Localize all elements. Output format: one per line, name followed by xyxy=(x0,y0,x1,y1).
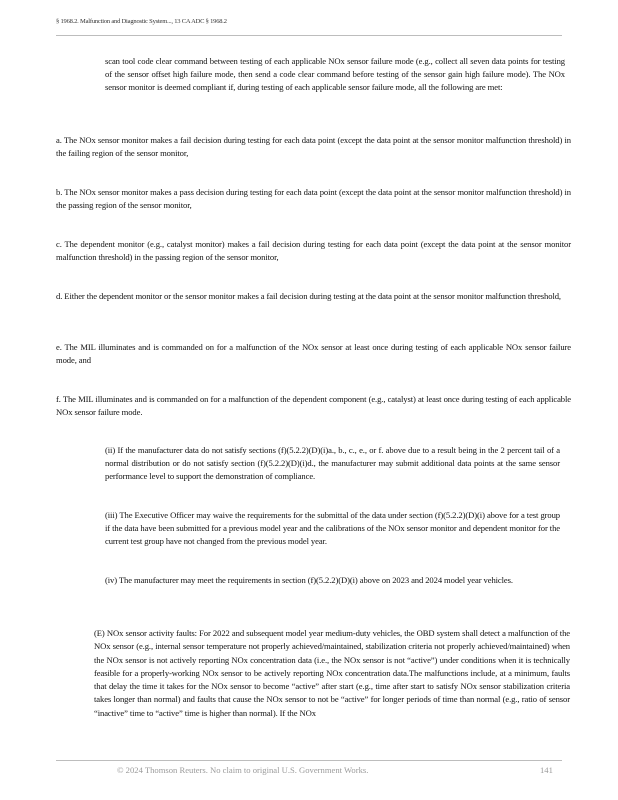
criterion-b: b. The NOx sensor monitor makes a pass decision during testing for each data point (except the data point at the sensor monitor malfunction threshold) in the passing region of the sensor monitor, xyxy=(56,187,571,210)
criterion-e: e. The MIL illuminates and is commanded on for a malfunction of the NOx sensor at least once during testing of each applicable NOx sensor failure mode, and xyxy=(56,342,571,365)
section-e-nox-activity-faults: (E) NOx sensor activity faults: For 2022 and subsequent model year medium-duty vehicles, the OBD system shall detect a malfunction of the NOx sensor (e.g., internal sensor temperature not properly achieved/maintained, stabilization criteria not properly achieved/maintained) when the NOx sensor is not actively reporting NOx concentration data (i.e., the NOx sensor is not “active”) under conditions when it is technically feasible for a properly-working NOx sensor to be actively reporting NOx concentration data.The malfunctions include, at a minimum, faults that delay the time it takes for the NOx sensor to become “active” after start (e.g., time after start to satisfy NOx sensor stabilization criteria takes longer than normal) and faults that cause the NOx sensor to not be “active” for longer periods of time than normal (e.g., ratio of sensor “inactive” time to “active” time is higher than normal). If the NOx xyxy=(94,628,570,718)
criterion-c: c. The dependent monitor (e.g., catalyst monitor) makes a fail decision during testing for each data point (except the data point at the sensor monitor malfunction threshold) in the passing region of the sensor monitor, xyxy=(56,239,571,262)
criterion-d: d. Either the dependent monitor or the sensor monitor makes a fail decision during testing at the data point at the sensor monitor malfunction threshold, xyxy=(56,291,561,301)
header-divider xyxy=(56,35,562,36)
intro-paragraph: scan tool code clear command between testing of each applicable NOx sensor failure mode (e.g., collect all seven data points for testing of the sensor offset high failure mode, then send a code clear command before testing of the sensor gain high failure mode). The NOx sensor monitor is deemed compliant if, during testing of each applicable sensor failure mode, all the following are met: xyxy=(105,56,565,92)
copyright-notice: © 2024 Thomson Reuters. No claim to original U.S. Government Works. xyxy=(117,765,369,775)
criterion-f: f. The MIL illuminates and is commanded on for a malfunction of the dependent component (e.g., catalyst) at least once during testing of each applicable NOx sensor failure mode. xyxy=(56,394,571,417)
subsection-iii: (iii) The Executive Officer may waive the requirements for the submittal of the data under section (f)(5.2.2)(D)(i) above for a test group if the data have been submitted for a previous model year and the calibrations of the NOx sensor monitor and dependent monitor for the current test group have not changed from the previous model year. xyxy=(105,510,560,546)
criterion-a: a. The NOx sensor monitor makes a fail decision during testing for each data point (except the data point at the sensor monitor malfunction threshold) in the failing region of the sensor monitor, xyxy=(56,135,571,158)
page-number: 141 xyxy=(540,765,553,775)
subsection-ii: (ii) If the manufacturer data do not satisfy sections (f)(5.2.2)(D)(i)a., b., c., e., or f. above due to a result being in the 2 percent tail of a normal distribution or do not satisfy section (f)(5.2.2)(D)(i)d., the manufacturer may submit additional data points at the same sensor performance level to support the demonstration of compliance. xyxy=(105,445,560,481)
footer-divider xyxy=(56,760,562,761)
running-header: § 1968.2. Malfunction and Diagnostic System..., 13 CA ADC § 1968.2 xyxy=(56,18,227,25)
subsection-iv: (iv) The manufacturer may meet the requirements in section (f)(5.2.2)(D)(i) above on 2023 and 2024 model year vehicles. xyxy=(105,575,513,585)
